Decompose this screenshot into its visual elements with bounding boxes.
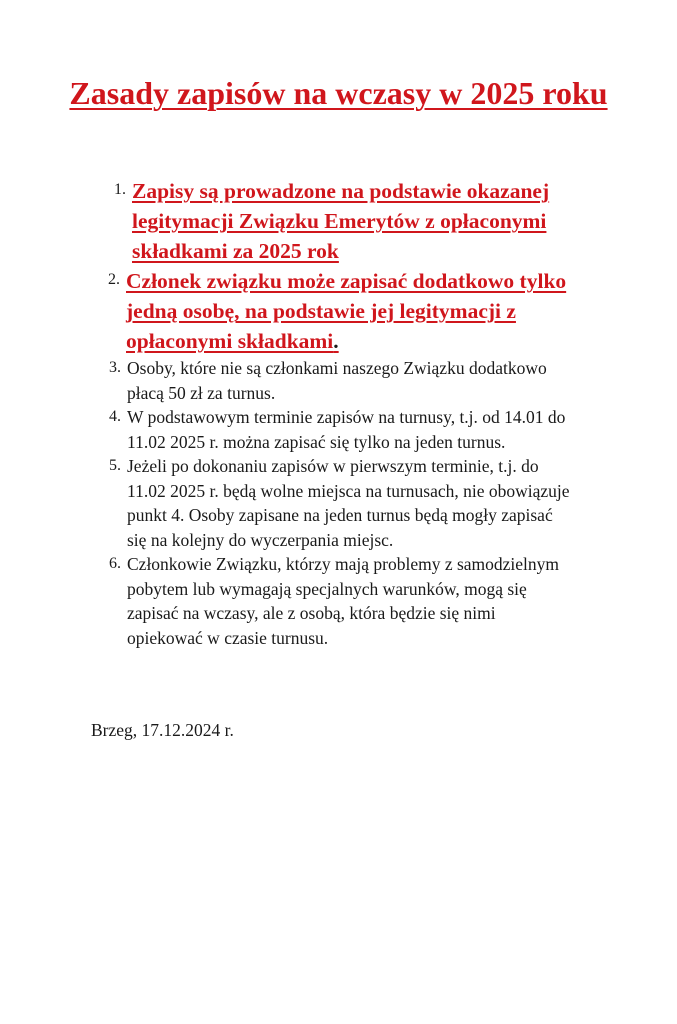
rule-item-5 <box>109 454 572 552</box>
rule-text: Członkowie Związku, którzy mają problemy z samodzielnym pobytem lub wymagają specjalnych warunków, mogą się zapisać na wczasy, ale z osobą, która będzie się nimi opiekować w czasie turnusu. <box>127 554 560 648</box>
place-and-date: Brzeg, 17.12.2024 r. <box>91 720 234 740</box>
rule-number: 6. <box>109 555 121 572</box>
rule-item-6 <box>109 552 572 650</box>
rule-text: Jeżeli po dokonaniu zapisów w pierwszym terminie, t.j. do 11.02 2025 r. będą wolne miejsca na turnusach, nie obowiązuje punkt 4. Osoby zapisane na jeden turnus będą mogły zapisać się na kolejny do wyczerpania miejsc. <box>127 456 570 550</box>
rule-item-1 <box>114 176 572 266</box>
rule-text: Zapisy są prowadzone na podstawie okazanej legitymacji Związku Emerytów z opłaconymi składkami za 2025 rok <box>132 179 550 263</box>
rule-number: 4. <box>109 408 121 425</box>
rule-number: 2. <box>108 271 120 288</box>
rule-item-3 <box>109 356 572 405</box>
rule-text: Osoby, które nie są członkami naszego Związku dodatkowo płacą 50 zł za turnus. <box>127 358 547 403</box>
rule-number: 1. <box>114 181 126 198</box>
document-title: Zasady zapisów na wczasy w 2025 roku <box>69 75 608 111</box>
rule-item-2 <box>108 266 578 356</box>
trailing-period: . <box>333 329 339 353</box>
rules-list <box>0 176 677 650</box>
rule-text: Członek związku może zapisać dodatkowo tylko jedną osobę, na podstawie jej legitymacji z opłaconymi składkami. <box>126 269 567 353</box>
rule-number: 5. <box>109 457 121 474</box>
rule-text: W podstawowym terminie zapisów na turnusy, t.j. od 14.01 do 11.02 2025 r. można zapisać się tylko na jeden turnus. <box>127 407 566 452</box>
rule-number: 3. <box>109 359 121 376</box>
rule-item-4 <box>109 405 572 454</box>
